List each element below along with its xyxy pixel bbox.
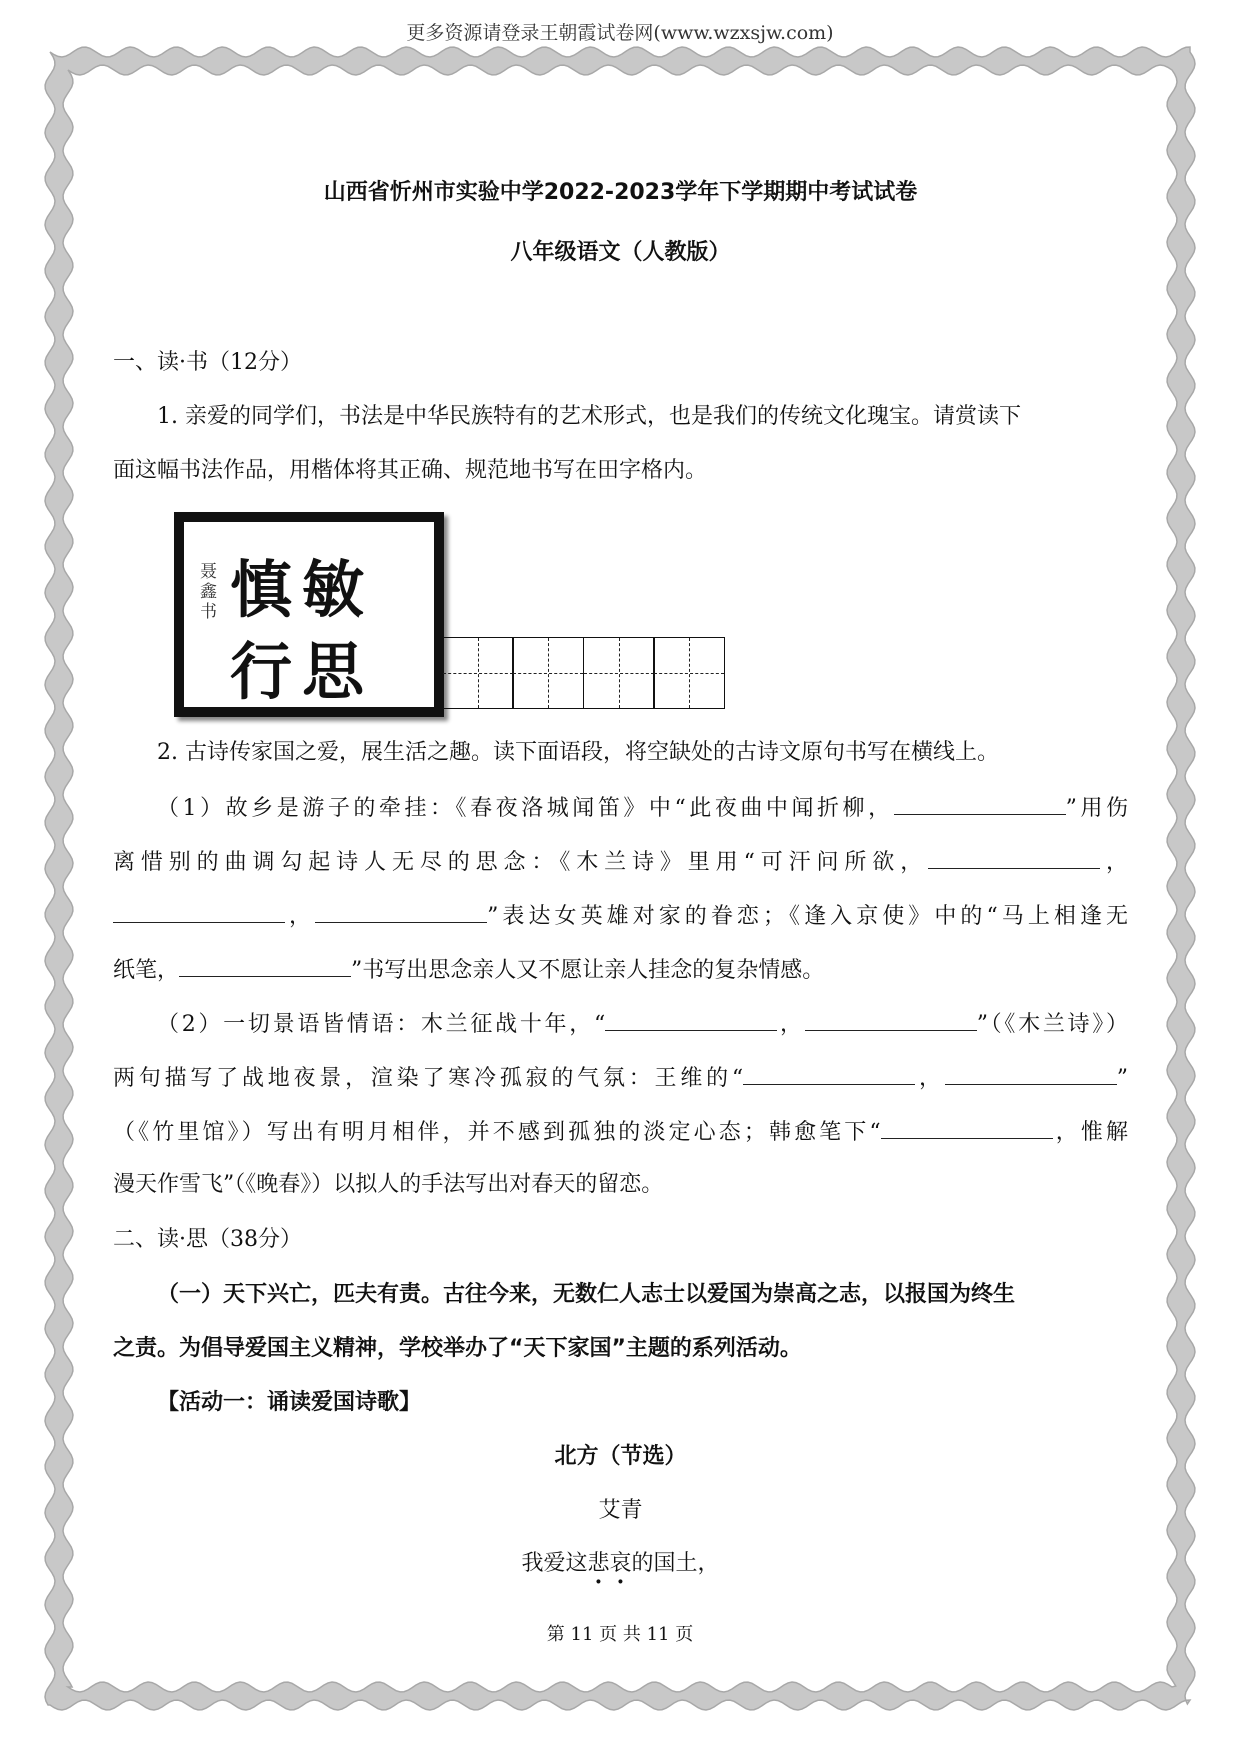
q2-line	[113, 954, 1128, 986]
exam-subtitle: 八年级语文（人教版）	[510, 240, 731, 265]
emphasis-char: 悲	[587, 1551, 610, 1576]
text-segment: ，	[1100, 850, 1128, 875]
text-segment: 两句描写了战地夜景，渲染了寒冷孤寂的气氛：王维的“	[113, 1066, 744, 1091]
q2-line	[113, 846, 1128, 878]
q2-line	[113, 1062, 1128, 1094]
answer-blank[interactable]	[928, 846, 1100, 869]
page-footer: 第 11 页 共 11 页	[546, 1624, 694, 1645]
q1-line-1: 1. 亲爱的同学们，书法是中华民族特有的艺术形式，也是我们的传统文化瑰宝。请赏读下	[157, 404, 1021, 429]
text-segment: ，	[915, 1066, 945, 1091]
text-segment: ”	[1116, 1066, 1128, 1091]
text-segment: （《竹里馆》）写出有明月相伴，并不感到孤独的淡定心态；韩愈笔下“	[113, 1120, 881, 1145]
text-segment: ，	[285, 904, 316, 929]
poem-line-start: 我爱这	[521, 1551, 588, 1576]
grid-cell[interactable]	[653, 637, 725, 709]
poem-title: 北方（节选）	[554, 1444, 687, 1469]
text-segment: 离惜别的曲调勾起诗人无尽的思念：《木兰诗》里用“可汗问所欲，	[113, 850, 929, 875]
text-segment: 漫天作雪飞”（《晚春》）以拟人的手法写出对春天的留恋。	[113, 1172, 664, 1197]
grid-cell[interactable]	[512, 637, 584, 709]
answer-blank[interactable]	[315, 900, 487, 923]
section-1-heading: 一、读·书（12分）	[113, 350, 302, 375]
answer-blank[interactable]	[894, 792, 1066, 815]
calligraphy-char: 慎	[230, 553, 293, 626]
poem-author: 艾青	[598, 1498, 643, 1523]
text-segment: ”用伤	[1065, 796, 1128, 821]
part1-line-1: （一）天下兴亡，匹夫有责。古往今来，无数仁人志士以爱国为崇高之志，以报国为终生	[157, 1282, 1016, 1307]
calligraphy-char: 思	[302, 635, 365, 708]
answer-blank[interactable]	[743, 1062, 915, 1085]
answer-blank[interactable]	[805, 1008, 977, 1031]
text-segment: 纸笔，	[113, 958, 180, 983]
answer-blank[interactable]	[113, 900, 285, 923]
q2-line	[113, 1008, 1128, 1040]
answer-blank[interactable]	[881, 1116, 1053, 1139]
q2-intro: 2. 古诗传家国之爱，展生活之趣。读下面语段，将空缺处的古诗文原句书写在横线上。	[157, 740, 999, 765]
text-segment: ，	[777, 1012, 805, 1037]
calligraphy-char: 敏	[302, 553, 365, 626]
calligraphy-char: 行	[230, 635, 293, 708]
q2-line	[113, 792, 1128, 824]
q2-line	[113, 900, 1128, 932]
emphasis-char: 哀	[609, 1551, 632, 1576]
text-segment: ”（《木兰诗》）	[976, 1012, 1129, 1037]
tianzige-writing-grid[interactable]	[443, 637, 725, 709]
exam-title: 山西省忻州市实验中学2022-2023学年下学期期中考试试卷	[323, 180, 918, 205]
text-segment: （2）一切景语皆情语：木兰征战十年，“	[157, 1012, 606, 1037]
text-segment: （1）故乡是游子的牵挂：《春夜洛城闻笛》中“此夜曲中闻折柳，	[157, 796, 894, 821]
q2-line	[113, 1116, 1128, 1148]
answer-blank[interactable]	[179, 954, 351, 977]
calligraphy-artwork	[174, 512, 444, 717]
text-segment: ”书写出思念亲人又不愿让亲人挂念的复杂情感。	[351, 958, 825, 983]
grid-cell[interactable]	[442, 637, 514, 709]
poem-line-end: 的国土，	[631, 1551, 720, 1576]
q2-line	[113, 1170, 1128, 1200]
activity-1-heading: 【活动一：诵读爱国诗歌】	[157, 1390, 422, 1415]
website-note: 更多资源请登录王朝霞试卷网(www.wzxsjw.com)	[406, 22, 834, 44]
answer-blank[interactable]	[945, 1062, 1117, 1085]
poem-line	[113, 1549, 1128, 1579]
text-segment: ”表达女英雄对家的眷恋；《逢入京使》中的“马上相逢无	[487, 904, 1128, 929]
section-2-heading: 二、读·思（38分）	[113, 1227, 302, 1252]
answer-blank[interactable]	[605, 1008, 777, 1031]
q1-line-2: 面这幅书法作品，用楷体将其正确、规范地书写在田字格内。	[113, 458, 708, 483]
part1-line-2: 之责。为倡导爱国主义精神，学校举办了“天下家国”主题的系列活动。	[113, 1336, 802, 1361]
text-segment: ，惟解	[1052, 1120, 1128, 1145]
calligraphy-signature: 聂鑫书	[200, 562, 217, 622]
grid-cell[interactable]	[583, 637, 655, 709]
